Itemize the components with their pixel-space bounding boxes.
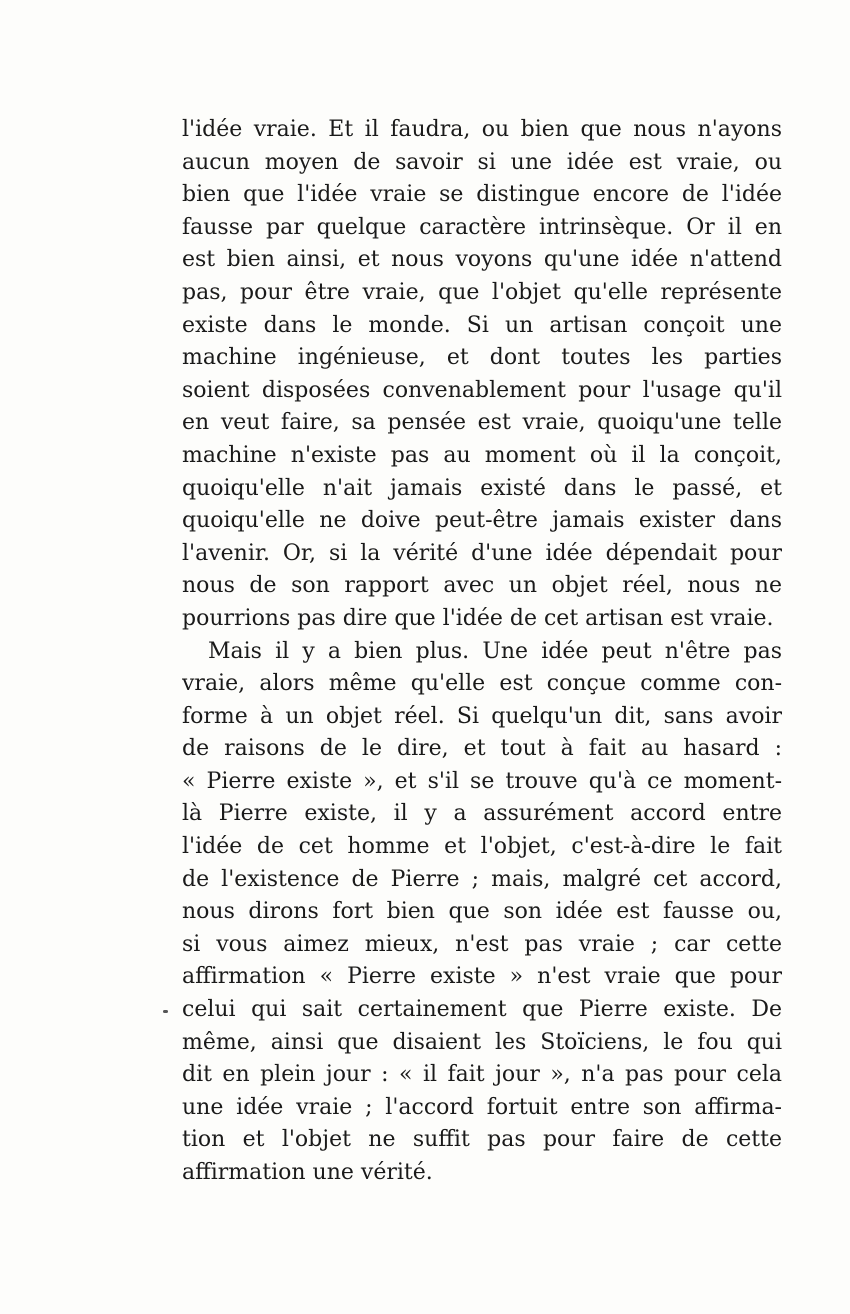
text-line: est bien ainsi, et nous voyons qu'une idée n'attend: [182, 247, 782, 273]
text-line: nous dirons fort bien que son idée est fausse ou,: [182, 899, 782, 925]
text-line: affirmation une vérité.: [182, 1160, 433, 1185]
text-line: machine ingénieuse, et dont toutes les parties: [182, 345, 782, 371]
text-line: « Pierre existe », et s'il se trouve qu'à ce moment-: [182, 768, 782, 794]
text-line: pas, pour être vraie, que l'objet qu'elle représente: [182, 279, 782, 305]
text-line: quoiqu'elle ne doive peut-être jamais exister dans: [182, 508, 782, 534]
body-text: [182, 114, 782, 1190]
text-line: affirmation « Pierre existe » n'est vraie que pour: [182, 964, 782, 990]
text-line: aucun moyen de savoir si une idée est vraie, ou: [182, 149, 782, 175]
text-line: en veut faire, sa pensée est vraie, quoiqu'une telle: [182, 410, 782, 436]
text-line: de l'existence de Pierre ; mais, malgré cet accord,: [182, 866, 782, 892]
text-line: dit en plein jour : « il fait jour », n'a pas pour cela: [182, 1062, 782, 1088]
scan-speck: [163, 1010, 168, 1013]
text-line: même, ainsi que disaient les Stoïciens, le fou qui: [182, 1029, 782, 1055]
text-line: quoiqu'elle n'ait jamais existé dans le passé, et: [182, 475, 782, 501]
text-line: machine n'existe pas au moment où il la conçoit,: [182, 442, 782, 468]
text-line: là Pierre existe, il y a assurément accord entre: [182, 801, 782, 827]
text-line: pourrions pas dire que l'idée de cet artisan est vraie.: [182, 605, 774, 631]
text-line: nous de son rapport avec un objet réel, nous ne: [182, 573, 782, 599]
text-line: existe dans le monde. Si un artisan conçoit une: [182, 312, 782, 338]
text-line: fausse par quelque caractère intrinsèque. Or il en: [182, 214, 782, 240]
text-line: soient disposées convenablement pour l'usage qu'il: [182, 377, 782, 403]
text-line: l'idée de cet homme et l'objet, c'est-à-dire le fait: [182, 834, 782, 860]
text-line: bien que l'idée vraie se distingue encore de l'idée: [182, 182, 782, 208]
text-line: forme à un objet réel. Si quelqu'un dit, sans avoir: [182, 703, 782, 729]
text-line: si vous aimez mieux, n'est pas vraie ; car cette: [182, 931, 782, 957]
text-line: celui qui sait certainement que Pierre existe. De: [182, 997, 782, 1023]
text-line: l'avenir. Or, si la vérité d'une idée dépendait pour: [182, 540, 782, 566]
text-line: l'idée vraie. Et il faudra, ou bien que nous n'ayons: [182, 117, 782, 142]
text-line-paragraph-start: Mais il y a bien plus. Une idée peut n'être pas: [208, 638, 782, 664]
text-line: une idée vraie ; l'accord fortuit entre son affirma-: [182, 1094, 782, 1120]
text-line: tion et l'objet ne suffit pas pour faire de cette: [182, 1127, 782, 1153]
text-line: vraie, alors même qu'elle est conçue comme con-: [182, 671, 782, 697]
text-line: de raisons de le dire, et tout à fait au hasard :: [182, 736, 782, 762]
